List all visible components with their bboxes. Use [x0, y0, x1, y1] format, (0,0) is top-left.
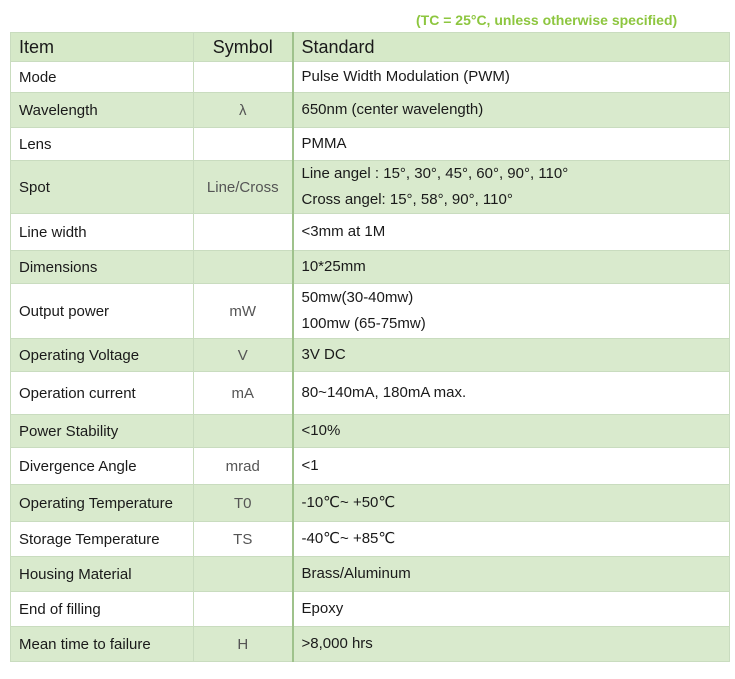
standard-line: 650nm (center wavelength) — [301, 101, 484, 118]
standard-line: -10℃~ +50℃ — [301, 494, 396, 511]
symbol-cell — [194, 251, 293, 284]
symbol-cell: T0 — [194, 485, 293, 522]
standard-line: -40℃~ +85℃ — [301, 530, 396, 547]
symbol-cell: λ — [194, 93, 293, 128]
item-cell: Line width — [11, 214, 194, 251]
symbol-cell — [194, 128, 293, 161]
standard-cell — [293, 415, 730, 448]
symbol-cell: V — [194, 339, 293, 372]
table-body — [11, 62, 730, 662]
standard-line: <3mm at 1M — [301, 223, 386, 240]
standard-cell — [293, 284, 730, 339]
table-row — [11, 214, 730, 251]
symbol-cell: H — [194, 627, 293, 662]
table-row — [11, 415, 730, 448]
standard-line: Brass/Aluminum — [301, 565, 411, 582]
item-cell: Dimensions — [11, 251, 194, 284]
symbol-cell — [194, 557, 293, 592]
standard-line: 3V DC — [301, 346, 346, 363]
item-cell: Divergence Angle — [11, 448, 194, 485]
table-row — [11, 522, 730, 557]
standard-cell — [293, 372, 730, 415]
standard-cell — [293, 251, 730, 284]
standard-cell — [293, 214, 730, 251]
standard-cell — [293, 627, 730, 662]
header-symbol: Symbol — [194, 33, 293, 62]
item-cell: Operation current — [11, 372, 194, 415]
standard-line: 10*25mm — [301, 258, 366, 275]
symbol-cell — [194, 415, 293, 448]
standard-cell — [293, 62, 730, 93]
standard-cell — [293, 448, 730, 485]
standard-line: 100mw (65-75mw) — [301, 315, 426, 332]
table-row — [11, 93, 730, 128]
symbol-cell: TS — [194, 522, 293, 557]
symbol-cell — [194, 592, 293, 627]
standard-line: Pulse Width Modulation (PWM) — [301, 68, 510, 85]
table-row — [11, 284, 730, 339]
header-standard: Standard — [293, 33, 730, 62]
item-cell: Operating Voltage — [11, 339, 194, 372]
item-cell: Housing Material — [11, 557, 194, 592]
standard-cell — [293, 557, 730, 592]
symbol-cell — [194, 214, 293, 251]
table-row — [11, 161, 730, 214]
item-cell: Wavelength — [11, 93, 194, 128]
table-row — [11, 372, 730, 415]
standard-cell — [293, 161, 730, 214]
symbol-cell: Line/Cross — [194, 161, 293, 214]
standard-cell — [293, 93, 730, 128]
table-row — [11, 448, 730, 485]
standard-line: <10% — [301, 422, 341, 439]
standard-line: 80~140mA, 180mA max. — [301, 384, 467, 401]
item-cell: Lens — [11, 128, 194, 161]
table-header-row — [11, 33, 730, 62]
standard-cell — [293, 592, 730, 627]
standard-line: PMMA — [301, 135, 347, 152]
table-row — [11, 627, 730, 662]
specification-table — [10, 32, 730, 662]
table-row — [11, 62, 730, 93]
item-cell: Power Stability — [11, 415, 194, 448]
test-condition-note: (TC = 25°C, unless otherwise specified) — [416, 12, 678, 28]
table-row — [11, 251, 730, 284]
table-row — [11, 485, 730, 522]
standard-cell — [293, 522, 730, 557]
table-row — [11, 339, 730, 372]
standard-line: >8,000 hrs — [301, 635, 373, 652]
symbol-cell: mW — [194, 284, 293, 339]
table-row — [11, 128, 730, 161]
standard-line: <1 — [301, 457, 319, 474]
standard-cell — [293, 485, 730, 522]
symbol-cell — [194, 62, 293, 93]
standard-line: Epoxy — [301, 600, 344, 617]
item-cell: Spot — [11, 161, 194, 214]
standard-cell — [293, 128, 730, 161]
standard-line: 50mw(30-40mw) — [301, 289, 414, 306]
symbol-cell: mA — [194, 372, 293, 415]
table-row — [11, 592, 730, 627]
standard-cell — [293, 339, 730, 372]
item-cell: Mode — [11, 62, 194, 93]
table-row — [11, 557, 730, 592]
item-cell: Mean time to failure — [11, 627, 194, 662]
item-cell: Operating Temperature — [11, 485, 194, 522]
symbol-cell: mrad — [194, 448, 293, 485]
header-item: Item — [11, 33, 194, 62]
item-cell: Storage Temperature — [11, 522, 194, 557]
standard-line: Line angel : 15°, 30°, 45°, 60°, 90°, 110° — [301, 165, 569, 182]
item-cell: Output power — [11, 284, 194, 339]
item-cell: End of filling — [11, 592, 194, 627]
standard-line: Cross angel: 15°, 58°, 90°, 110° — [301, 191, 513, 208]
